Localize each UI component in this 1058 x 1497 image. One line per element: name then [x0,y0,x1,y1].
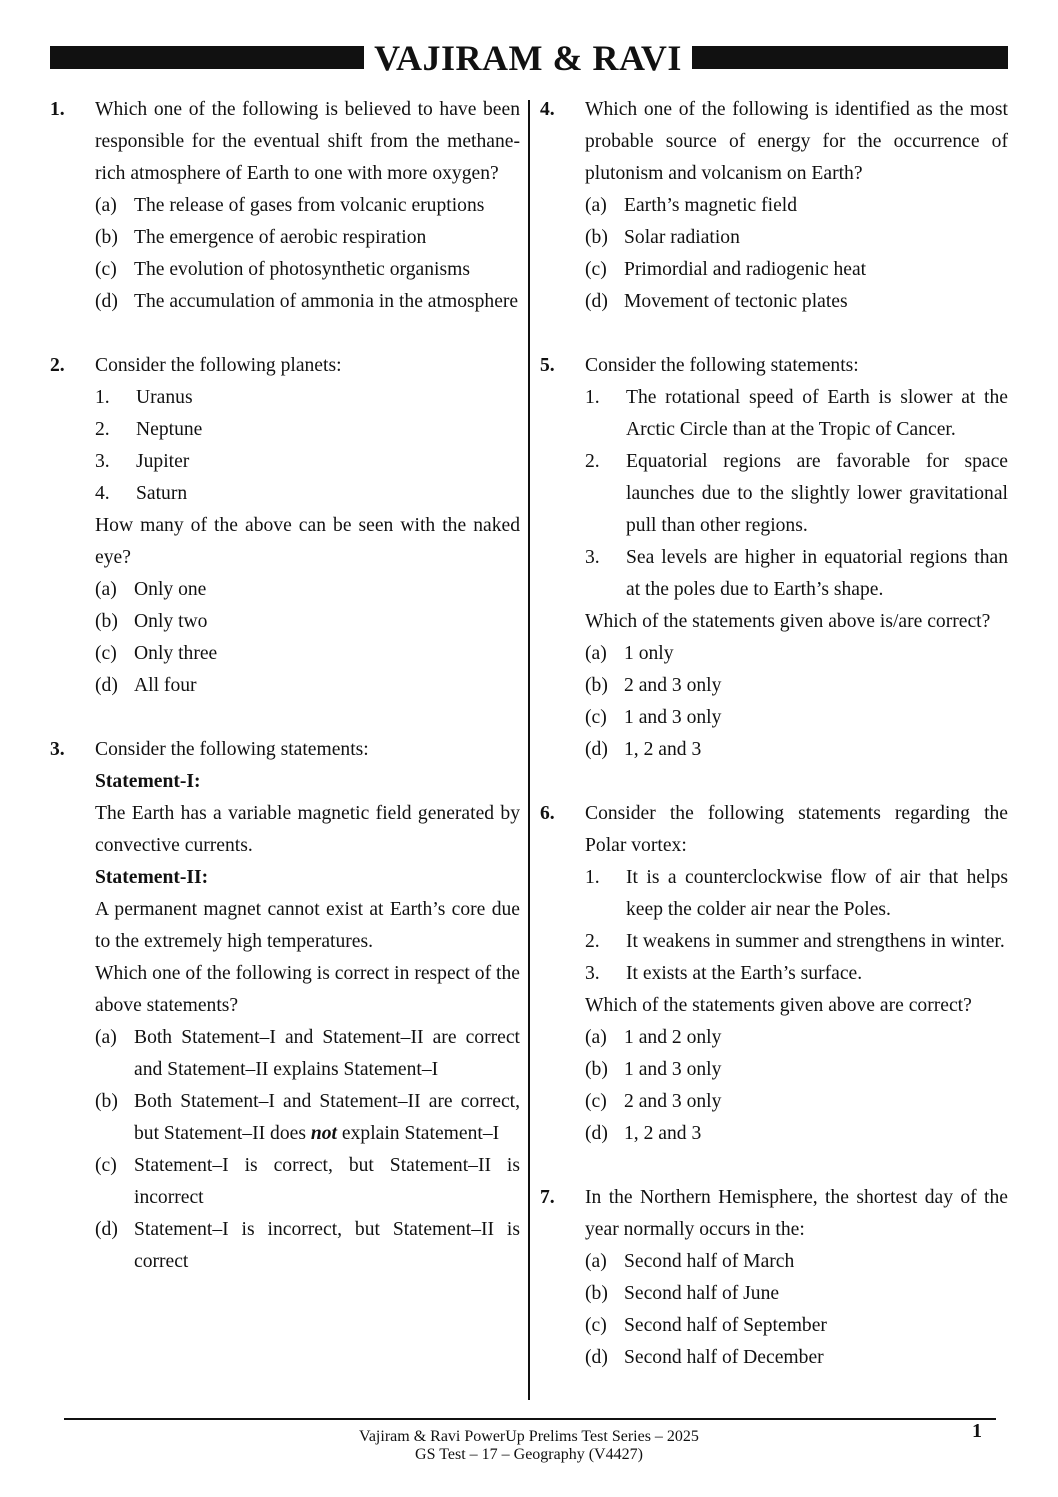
option-a [95,574,520,606]
option-label: (d) [585,1347,608,1368]
option-label: (b) [585,675,608,696]
item-text: Sea levels are higher in equatorial regions than at the poles due to Earth’s shape. [626,547,1008,600]
left-column [50,94,520,1278]
question-1 [50,94,520,318]
option-label: (c) [585,707,607,728]
option-label: (d) [585,1123,608,1144]
option-label: (b) [95,611,118,632]
option-text: 1 and 3 only [624,707,722,728]
statement-1-heading: Statement-I: [95,771,201,792]
option-text: 1, 2 and 3 [624,739,702,760]
list-item [95,414,520,446]
option-label: (a) [95,195,117,216]
option-text: 1 and 2 only [624,1027,722,1048]
option-d [585,1118,1008,1150]
option-label: (a) [95,1027,117,1048]
option-text: Only two [134,611,208,632]
option-text: Statement–I is correct, but Statement–II is incorrect [134,1155,520,1208]
statement-item [585,382,1008,446]
brand-title: VAJIRAM & RAVI [374,38,682,78]
option-text: The emergence of aerobic respiration [134,227,427,248]
option-c [585,702,1008,734]
option-label: (c) [585,1315,607,1336]
option-text: Statement–I is incorrect, but Statement–II is correct [134,1219,520,1272]
statement-2-heading: Statement-II: [95,867,209,888]
option-label: (a) [585,643,607,664]
option-c [585,1086,1008,1118]
question-number: 4. [540,99,555,120]
page-number: 1 [972,1420,982,1442]
option-label: (b) [585,1059,608,1080]
option-text: All four [134,675,197,696]
statement-2-text: A permanent magnet cannot exist at Earth’s core due to the extremely high temperatures. [95,899,520,952]
item-label: 2. [585,931,600,952]
option-d [585,286,1008,318]
question-prompt: Which one of the following is correct in respect of the above statements? [95,963,520,1016]
option-label: (b) [95,227,118,248]
statement-item [585,446,1008,542]
option-text: Both Statement–I and Statement–II are correct and Statement–II explains Statement–I [134,1027,520,1080]
question-7 [540,1182,1008,1374]
item-label: 2. [585,451,600,472]
item-text: It exists at the Earth’s surface. [626,963,863,984]
option-c [95,638,520,670]
question-4 [540,94,1008,318]
item-text: It is a counterclockwise flow of air that helps keep the colder air near the Poles. [626,867,1008,920]
column-divider [528,100,530,1400]
option-c [95,254,520,286]
item-label: 1. [95,387,110,408]
option-d [585,734,1008,766]
option-b [585,1278,1008,1310]
option-label: (b) [585,227,608,248]
option-text: The release of gases from volcanic eruptions [134,195,485,216]
question-number: 1. [50,99,65,120]
item-label: 1. [585,387,600,408]
item-label: 3. [585,547,600,568]
option-text-before: Both Statement–I and Statement–II are correct, but Statement–II does [134,1091,520,1144]
item-label: 3. [585,963,600,984]
option-b [585,1054,1008,1086]
item-text: Equatorial regions are favorable for space launches due to the slightly lower gravitational pull than other regions. [626,451,1008,536]
header-bar-left [50,46,364,69]
footer-rule [64,1418,996,1420]
question-5 [540,350,1008,766]
option-label: (d) [95,291,118,312]
option-label: (c) [585,259,607,280]
item-text: Uranus [136,387,193,408]
option-text: Only three [134,643,218,664]
option-text: Primordial and radiogenic heat [624,259,867,280]
option-text: 2 and 3 only [624,675,722,696]
option-label: (d) [585,739,608,760]
option-text: Second half of September [624,1315,827,1336]
statement-item [585,542,1008,606]
question-stem: Consider the following statements: [95,739,369,760]
option-emphasis: not [310,1123,337,1144]
list-item [95,382,520,414]
item-text: Neptune [136,419,203,440]
question-stem: Which one of the following is identified as the most probable source of energy for the occurrence of plutonism and volcanism on Earth? [585,99,1008,184]
option-d [585,1342,1008,1374]
item-text: Saturn [136,483,188,504]
statement-item [585,958,1008,990]
statement-item [585,862,1008,926]
question-prompt: How many of the above can be seen with the naked eye? [95,515,520,568]
option-b [95,1086,520,1150]
question-prompt: Which of the statements given above are correct? [585,995,972,1016]
page-footer [0,1428,1058,1464]
question-stem: Which one of the following is believed to have been responsible for the eventual shift from the methane-rich atmosphere of Earth to one with more oxygen? [95,99,520,184]
option-c [585,1310,1008,1342]
option-label: (a) [585,195,607,216]
list-item [95,478,520,510]
page-header [50,38,1008,78]
item-label: 3. [95,451,110,472]
item-label: 4. [95,483,110,504]
question-stem: Consider the following statements regarding the Polar vortex: [585,803,1008,856]
question-number: 6. [540,803,555,824]
option-text: Earth’s magnetic field [624,195,798,216]
option-label: (c) [95,259,117,280]
question-stem: Consider the following statements: [585,355,859,376]
option-b [95,606,520,638]
option-b [95,222,520,254]
question-stem: Consider the following planets: [95,355,342,376]
option-text: Second half of March [624,1251,795,1272]
footer-series-title: Vajiram & Ravi PowerUp Prelims Test Series – 2025 [359,1428,699,1445]
question-prompt: Which of the statements given above is/are correct? [585,611,991,632]
option-label: (a) [585,1027,607,1048]
header-bar-right [692,46,1008,69]
option-text: 1 and 3 only [624,1059,722,1080]
question-number: 2. [50,355,65,376]
option-d [95,670,520,702]
question-stem: In the Northern Hemisphere, the shortest day of the year normally occurs in the: [585,1187,1008,1240]
option-d [95,286,520,318]
option-label: (d) [95,675,118,696]
question-number: 5. [540,355,555,376]
option-b [585,670,1008,702]
option-a [585,1246,1008,1278]
option-label: (c) [95,1155,117,1176]
option-d [95,1214,520,1278]
option-a [585,1022,1008,1054]
item-text: Jupiter [136,451,190,472]
item-text: It weakens in summer and strengthens in winter. [626,931,1005,952]
option-a [585,638,1008,670]
option-label: (a) [585,1251,607,1272]
option-text: The evolution of photosynthetic organisms [134,259,470,280]
option-label: (c) [95,643,117,664]
option-label: (d) [95,1219,118,1240]
option-a [95,190,520,222]
footer-test-title: GS Test – 17 – Geography (V4427) [415,1446,643,1463]
option-label: (c) [585,1091,607,1112]
list-item [95,446,520,478]
option-a [95,1022,520,1086]
statement-1-text: The Earth has a variable magnetic field generated by convective currents. [95,803,520,856]
option-label: (b) [585,1283,608,1304]
option-text: Second half of June [624,1283,780,1304]
option-text: Second half of December [624,1347,824,1368]
option-label: (d) [585,291,608,312]
option-a [585,190,1008,222]
option-text: Solar radiation [624,227,740,248]
item-text: The rotational speed of Earth is slower at the Arctic Circle than at the Tropic of Cancer. [626,387,1008,440]
option-text: 1, 2 and 3 [624,1123,702,1144]
right-column [540,94,1008,1374]
option-c [585,254,1008,286]
option-text: Only one [134,579,207,600]
statement-item [585,926,1008,958]
option-label: (a) [95,579,117,600]
option-text-after: explain Statement–I [337,1123,500,1144]
option-b [585,222,1008,254]
option-text: 1 only [624,643,674,664]
option-label: (b) [95,1091,118,1112]
question-number: 3. [50,739,65,760]
question-number: 7. [540,1187,555,1208]
option-text: The accumulation of ammonia in the atmosphere [134,291,519,312]
question-6 [540,798,1008,1150]
item-label: 1. [585,867,600,888]
option-text: Movement of tectonic plates [624,291,848,312]
option-c [95,1150,520,1214]
question-2 [50,350,520,702]
question-3 [50,734,520,1278]
option-text: 2 and 3 only [624,1091,722,1112]
item-label: 2. [95,419,110,440]
